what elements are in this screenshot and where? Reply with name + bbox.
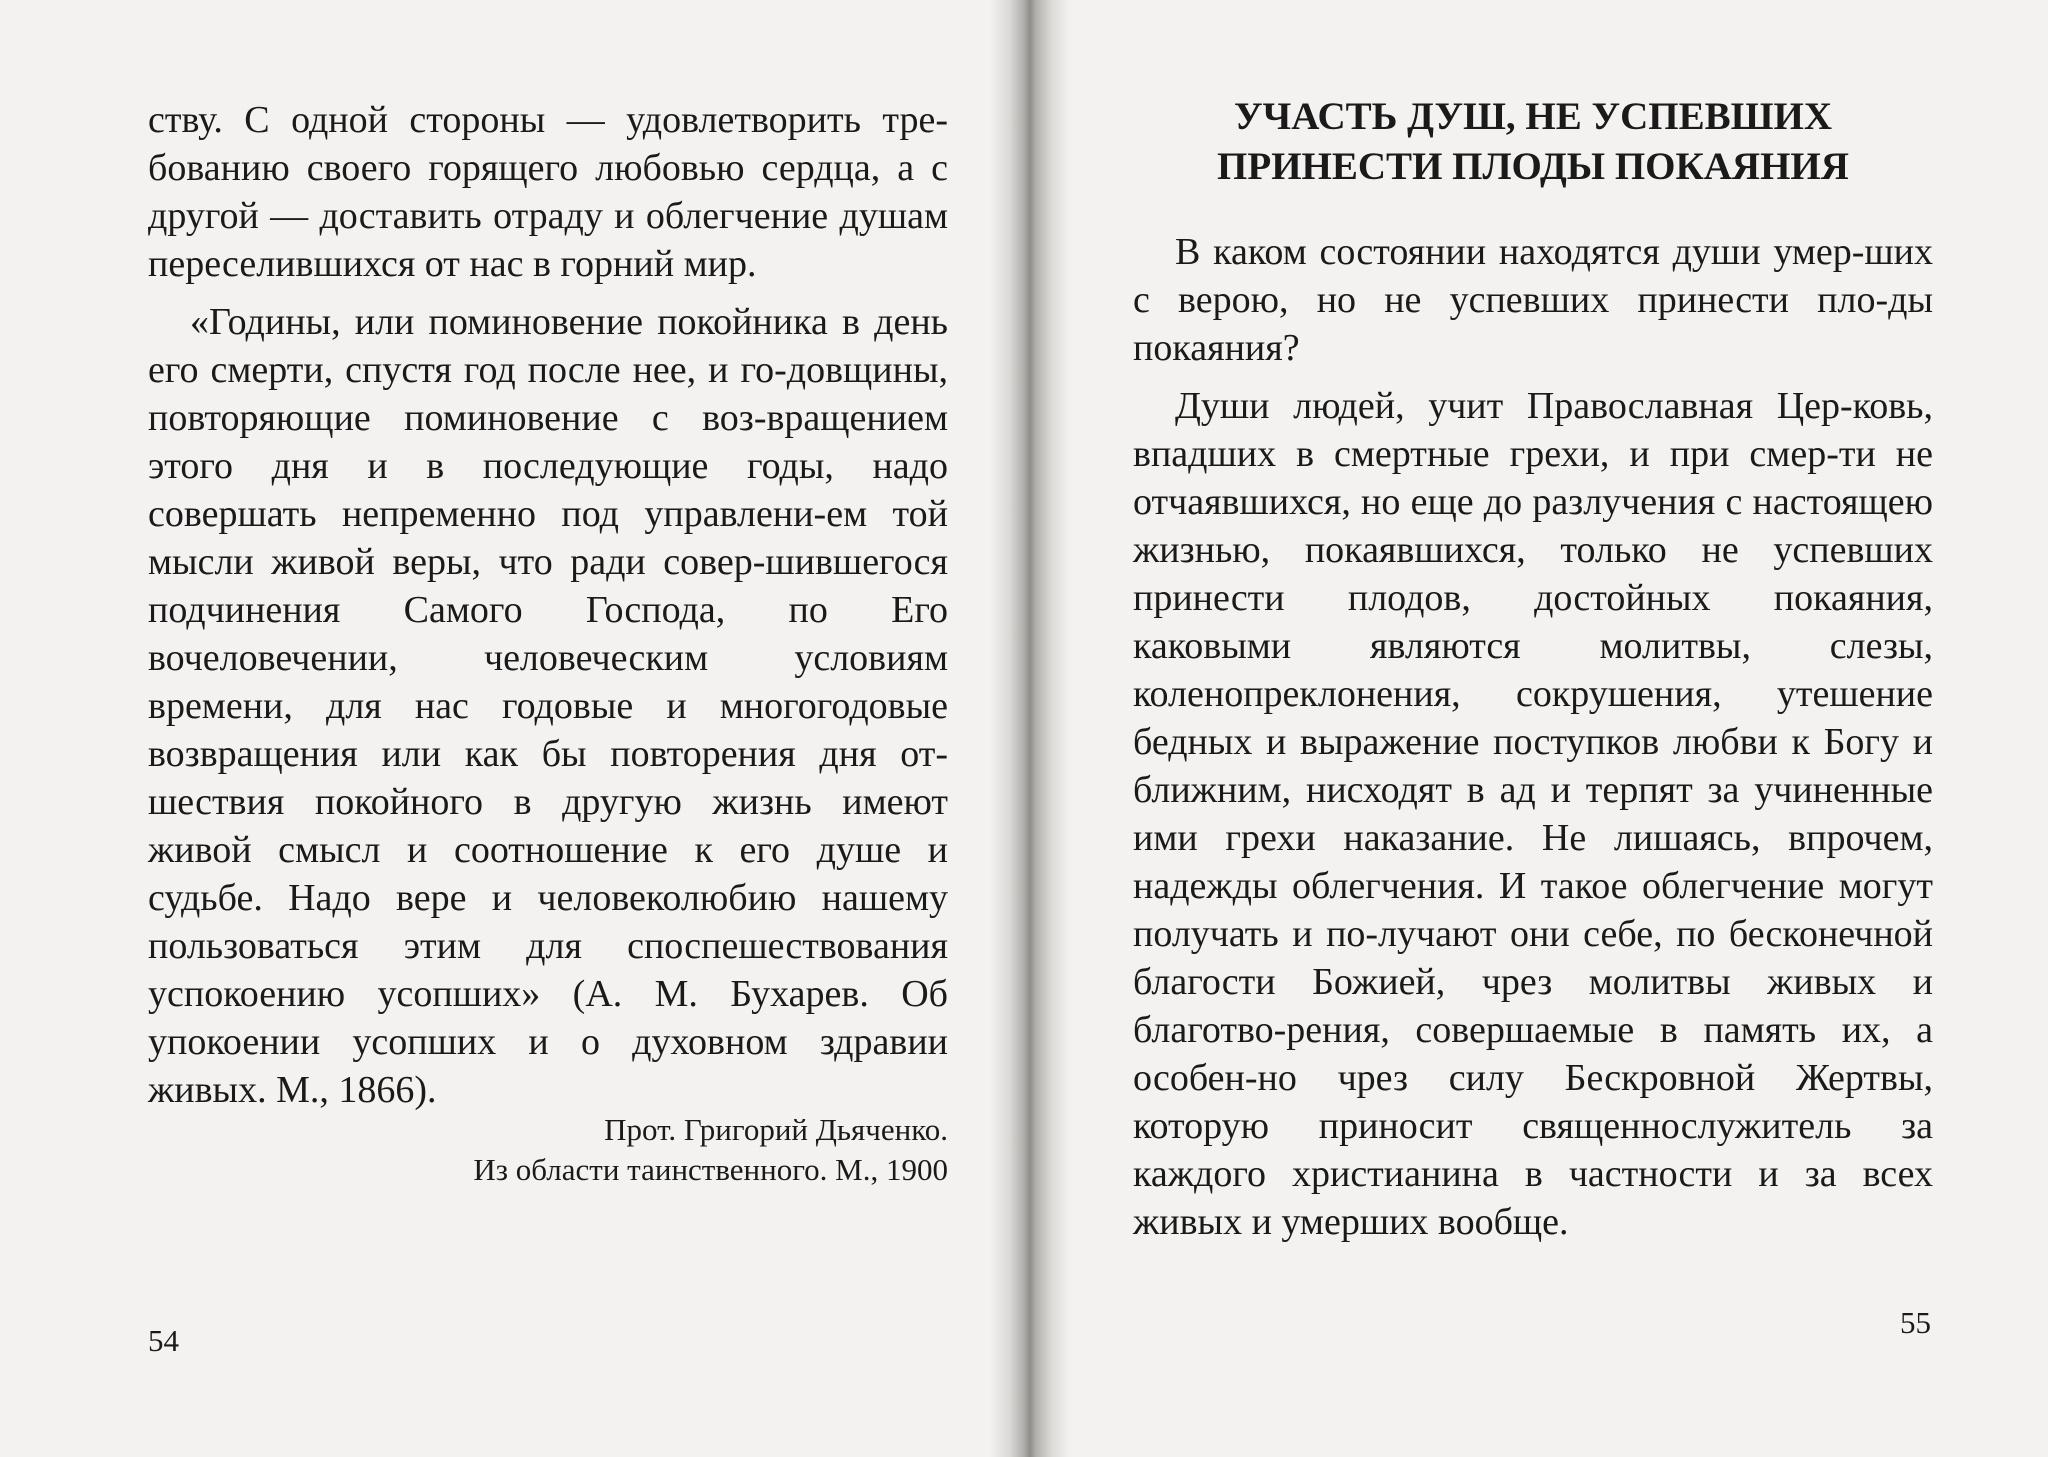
attribution-author: Прот. Григорий Дьяченко. xyxy=(604,1112,948,1147)
left-page-body xyxy=(148,96,948,1114)
page-number-right: 55 xyxy=(1900,1305,1931,1340)
chapter-heading-line-1: УЧАСТЬ ДУШ, НЕ УСПЕВШИХ xyxy=(1233,95,1832,138)
left-paragraph-1: ству. С одной стороны — удовлетворить тре-бованию своего горящего любовью сердца, а с другой — доставить отраду и облегчение душам переселившихся от нас в горний мир. xyxy=(148,99,948,285)
left-paragraph-2: «Годины, или поминовение покойника в день его смерти, спустя год после нее, и го-довщины, повторяющие поминовение с воз-вращением этого дня и в последующие годы, надо совершать непременно под управлени-ем той мысли живой веры, что ради совер-шившегося подчинения Самого Господа, по Его вочеловечении, человеческим условиям времени, для нас годовые и многогодовые возвращения или как бы повторения дня от-шествия покойного в другую жизнь имеют живой смысл и соотношение к его душе и судьбе. Надо вере и человеколюбию нашему пользоваться этим для споспешествования успокоению усопших» (А. М. Бухарев. Об упокоении усопших и о духовном здравии живых. М., 1866). xyxy=(148,301,948,1111)
attribution-source: Из области таинственного. М., 1900 xyxy=(473,1152,948,1187)
page-number-left: 54 xyxy=(148,1323,179,1358)
book-gutter xyxy=(990,0,1070,1457)
right-paragraph-2: Души людей, учит Православная Цер-ковь, впадших в смертные грехи, и при смер-ти не отчаявшихся, но еще до разлучения с настоящею жизнью, покаявшихся, только не успевших принести плодов, достойных покаяния, каковыми являются молитвы, слезы, коленопреклонения, сокрушения, утешение бедных и выражение поступков любви к Богу и ближним, нисходят в ад и терпят за учиненные ими грехи наказание. Не лишаясь, впрочем, надежды облегчения. И такое облегчение могут получать и по-лучают они себе, по бесконечной благости Божией, чрез молитвы живых и благотво-рения, совершаемые в память их, а особен-но чрез силу Бескровной Жертвы, которую приносит священнослужитель за каждого христианина в частности и за всех живых и умерших вообще. xyxy=(1133,385,1933,1243)
left-page xyxy=(0,0,1022,1457)
attribution xyxy=(148,1110,948,1190)
chapter-heading xyxy=(1133,92,1933,192)
right-page-body xyxy=(1133,228,1933,1246)
chapter-heading-line-2: ПРИНЕСТИ ПЛОДЫ ПОКАЯНИЯ xyxy=(1217,145,1849,188)
right-paragraph-1: В каком состоянии находятся души умер-ших с верою, но не успевших принести пло-ды покаяния? xyxy=(1133,231,1933,369)
